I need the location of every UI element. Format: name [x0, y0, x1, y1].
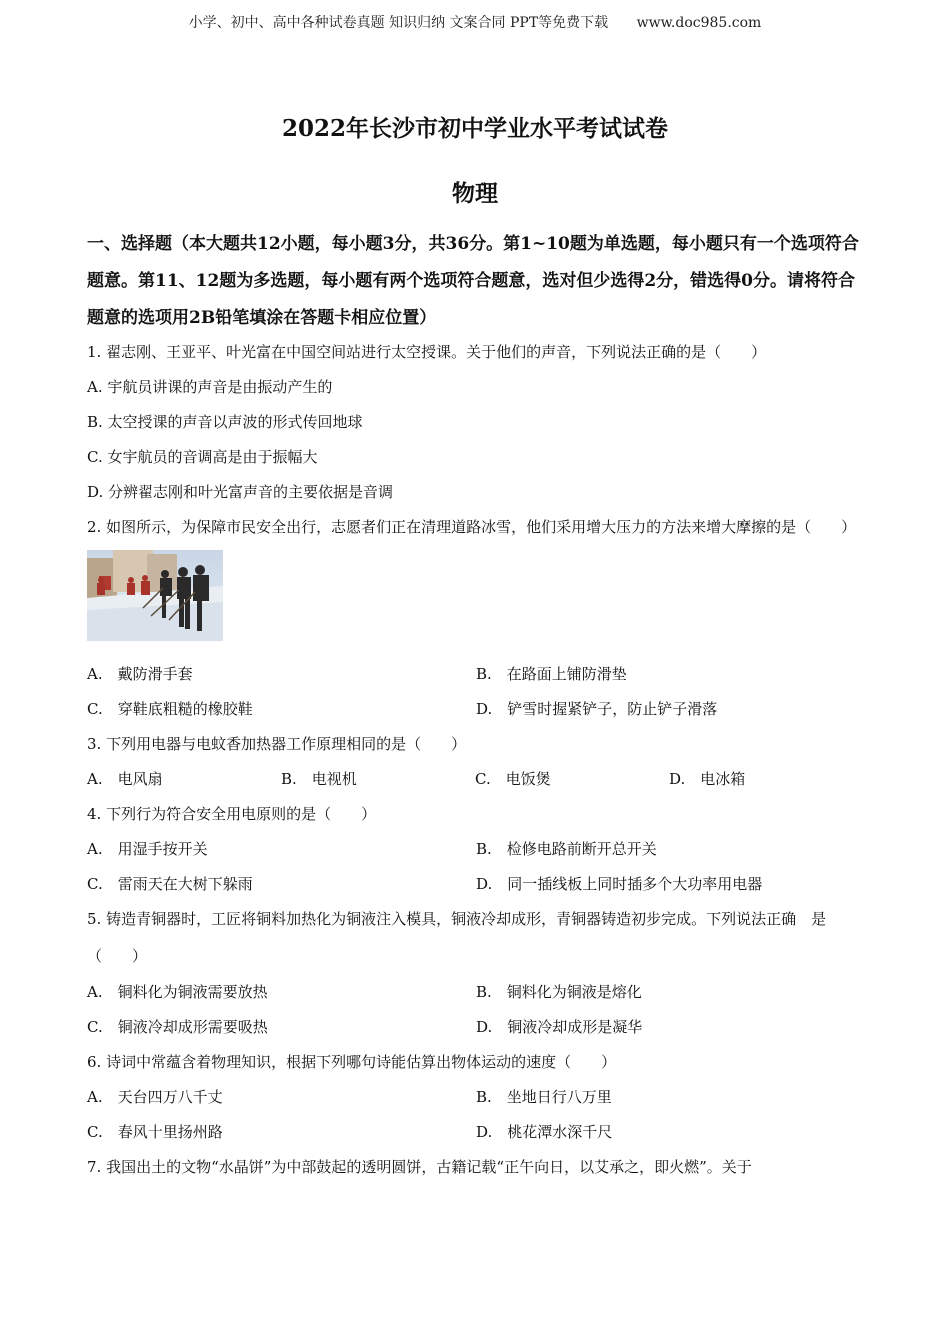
question-5-options-row-1	[87, 979, 865, 1014]
question-2-option-b: B. 在路面上铺防滑垫	[476, 665, 627, 683]
question-list	[87, 339, 865, 1189]
question-6-option-c: C. 春风十里扬州路	[87, 1123, 223, 1141]
question-5-option-c: C. 铜液冷却成形需要吸热	[87, 1018, 268, 1036]
question-2-option-a: A. 戴防滑手套	[87, 665, 193, 683]
question-6-option-a: A. 天台四万八千丈	[87, 1088, 223, 1106]
question-4-options-row-1	[87, 836, 865, 871]
question-1-option-a: A. 宇航员讲课的声音是由振动产生的	[87, 378, 333, 396]
page-header	[0, 12, 950, 32]
question-2-stem: 2. 如图所示，为保障市民安全出行，志愿者们正在清理道路冰雪，他们采用增大压力的方法来增大摩擦的是（ ）	[87, 518, 857, 536]
question-1-stem: 1. 翟志刚、王亚平、叶光富在中国空间站进行太空授课。关于他们的声音，下列说法正确的是（ ）	[87, 343, 767, 361]
exam-title: 2022年长沙市初中学业水平考试试卷	[281, 115, 668, 142]
question-5-option-d: D. 铜液冷却成形是凝华	[476, 1018, 643, 1036]
question-1-option-c: C. 女宇航员的音调高是由于振幅大	[87, 448, 318, 466]
question-4-stem: 4. 下列行为符合安全用电原则的是（ ）	[87, 805, 377, 823]
question-5-option-a: A. 铜料化为铜液需要放热	[87, 983, 268, 1001]
question-4-option-c: C. 雷雨天在大树下躲雨	[87, 875, 253, 893]
question-5-options-row-2	[87, 1014, 865, 1049]
snow-clearing-photo	[87, 550, 223, 641]
question-3-option-a: A. 电风扇	[87, 770, 163, 788]
question-2-option-d: D. 铲雪时握紧铲子，防止铲子滑落	[476, 700, 718, 718]
question-3-option-b: B. 电视机	[281, 770, 357, 788]
question-3-options	[87, 766, 865, 801]
question-6-option-d: D. 桃花潭水深千尺	[476, 1123, 613, 1141]
header-text: 小学、初中、高中各种试卷真题 知识归纳 文案合同 PPT等免费下载	[188, 15, 609, 31]
question-4-option-a: A. 用湿手按开关	[87, 840, 208, 858]
question-4-option-d: D. 同一插线板上同时插多个大功率用电器	[476, 875, 763, 893]
question-5-option-b: B. 铜料化为铜液是熔化	[476, 983, 642, 1001]
question-1-option-b: B. 太空授课的声音以声波的形式传回地球	[87, 413, 363, 431]
question-3-option-d: D. 电冰箱	[669, 770, 746, 788]
question-7-stem: 7. 我国出土的文物“水晶饼”为中部鼓起的透明圆饼，古籍记载“正午向日，以艾承之，即火燃”。关于	[87, 1158, 752, 1176]
question-2-option-c: C. 穿鞋底粗糙的橡胶鞋	[87, 700, 253, 718]
section-heading: 一、选择题（本大题共12小题，每小题3分，共36分。第1~10题为单选题，每小题只有一个选项符合题意。第11、12题为多选题，每小题有两个选项符合题意，选对但少选得2分，错选得0分。请将符合题意的选项用2B铅笔填涂在答题卡相应位置）	[87, 234, 859, 328]
question-6-option-b: B. 坐地日行八万里	[476, 1088, 612, 1106]
question-2-options-row-1	[87, 661, 865, 696]
question-3-stem: 3. 下列用电器与电蚊香加热器工作原理相同的是（ ）	[87, 735, 467, 753]
question-4-option-b: B. 检修电路前断开总开关	[476, 840, 657, 858]
question-1-option-d: D. 分辨翟志刚和叶光富声音的主要依据是音调	[87, 483, 394, 501]
header-site-link[interactable]: www.doc985.com	[636, 15, 762, 31]
question-3-option-c: C. 电饭煲	[475, 770, 551, 788]
question-6-options-row-1	[87, 1084, 865, 1119]
question-2-options-row-2	[87, 696, 865, 731]
question-6-options-row-2	[87, 1119, 865, 1154]
exam-subject: 物理	[452, 180, 498, 207]
question-5-stem: 5. 铸造青铜器时，工匠将铜料加热化为铜液注入模具，铜液冷却成形，青铜器铸造初步完成。下列说法正确 是（ ）	[87, 910, 827, 965]
question-6-stem: 6. 诗词中常蕴含着物理知识，根据下列哪句诗能估算出物体运动的速度（ ）	[87, 1053, 617, 1071]
